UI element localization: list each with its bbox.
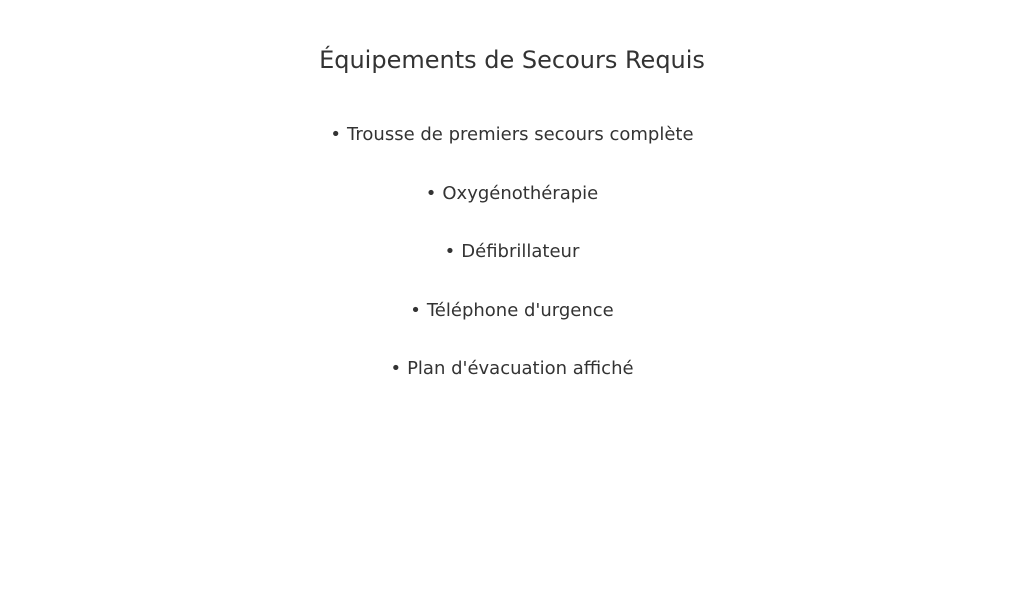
- bullet-icon: •: [444, 241, 456, 262]
- list-item-label: Trousse de premiers secours complète: [347, 124, 694, 145]
- list-item: [0, 120, 1024, 179]
- list-item: [0, 237, 1024, 296]
- list-item: [0, 354, 1024, 413]
- bullet-icon: •: [330, 124, 342, 145]
- list-item-label: Plan d'évacuation affiché: [407, 358, 634, 379]
- page-title: Équipements de Secours Requis: [319, 46, 705, 74]
- bullet-icon: •: [390, 358, 402, 379]
- equipment-list: [0, 120, 1024, 413]
- list-item: [0, 179, 1024, 238]
- list-item: [0, 296, 1024, 355]
- list-item-label: Oxygénothérapie: [442, 182, 599, 204]
- bullet-icon: •: [425, 182, 437, 204]
- list-item-label: Téléphone d'urgence: [426, 299, 614, 321]
- list-item-label: Défibrillateur: [461, 241, 580, 262]
- bullet-icon: •: [410, 299, 421, 321]
